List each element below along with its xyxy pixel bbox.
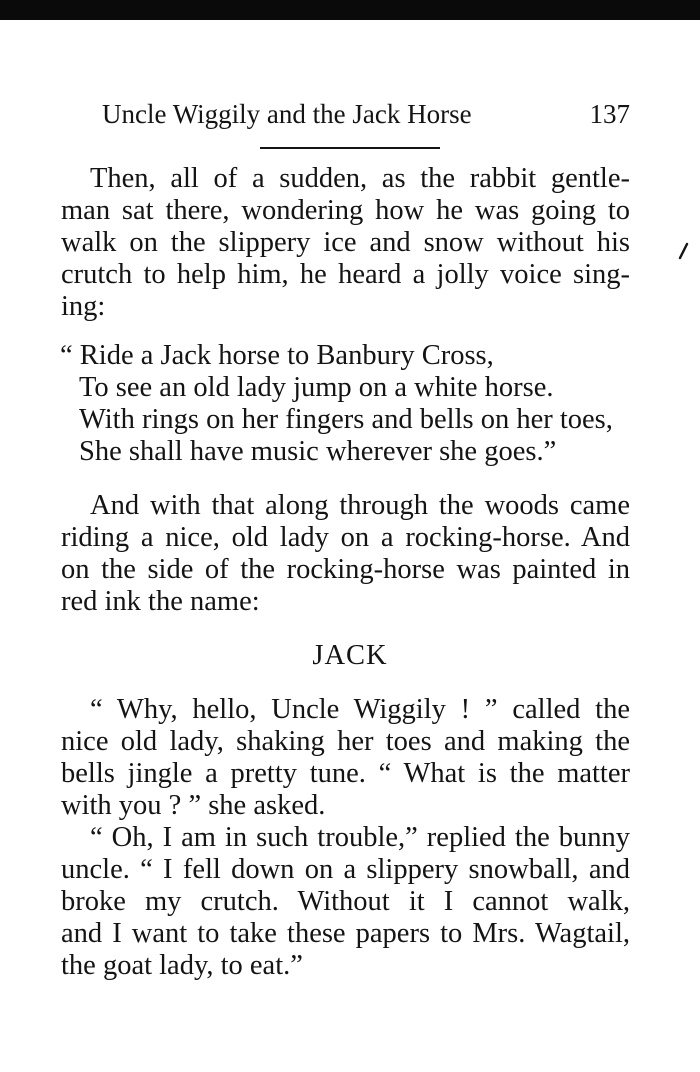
text-line: bells jingle a pretty tune. “ What is the matter — [61, 758, 630, 789]
text-line: broke my crutch. Without it I cannot walk, — [61, 886, 630, 917]
text-line: uncle. “ I fell down on a slippery snowball, and — [61, 854, 630, 885]
text-line: the goat lady, to eat.” — [61, 950, 303, 981]
text-line: And with that along through the woods came — [90, 490, 630, 521]
verse-line: With rings on her fingers and bells on her toes, — [79, 404, 613, 435]
text-line: riding a nice, old lady on a rocking-horse. And — [61, 522, 630, 553]
sign-name: JACK — [312, 640, 388, 671]
text-line: red ink the name: — [61, 586, 260, 617]
header-rule — [260, 147, 440, 149]
verse-line: She shall have music wherever she goes.” — [79, 436, 557, 467]
running-head — [102, 96, 630, 132]
text-line: crutch to help him, he heard a jolly voice sing- — [61, 259, 630, 290]
scan-top-edge — [0, 0, 700, 20]
paragraph-1 — [61, 163, 630, 323]
paragraph-4 — [61, 822, 630, 982]
text-line: ing: — [61, 291, 106, 322]
text-line: “ Why, hello, Uncle Wiggily ! ” called the — [90, 694, 630, 725]
paragraph-2 — [61, 490, 630, 618]
text-line: nice old lady, shaking her toes and making the — [61, 726, 630, 757]
margin-tick-mark — [676, 242, 690, 260]
text-line: “ Oh, I am in such trouble,” replied the bunny — [90, 822, 630, 853]
verse — [60, 340, 630, 468]
running-title: Uncle Wiggily and the Jack Horse — [102, 99, 472, 129]
verse-line: To see an old lady jump on a white horse. — [79, 372, 554, 403]
text-line: and I want to take these papers to Mrs. Wagtail, — [61, 918, 630, 949]
verse-line: “ Ride a Jack horse to Banbury Cross, — [60, 340, 494, 371]
text-line: Then, all of a sudden, as the rabbit gentle- — [90, 163, 630, 194]
text-line: on the side of the rocking-horse was painted in — [61, 554, 630, 585]
text-line: with you ? ” she asked. — [61, 790, 326, 821]
text-line: man sat there, wondering how he was going to — [61, 195, 630, 226]
paragraph-3 — [61, 694, 630, 822]
text-line: walk on the slippery ice and snow without his — [61, 227, 630, 258]
page-number: 137 — [589, 99, 630, 129]
